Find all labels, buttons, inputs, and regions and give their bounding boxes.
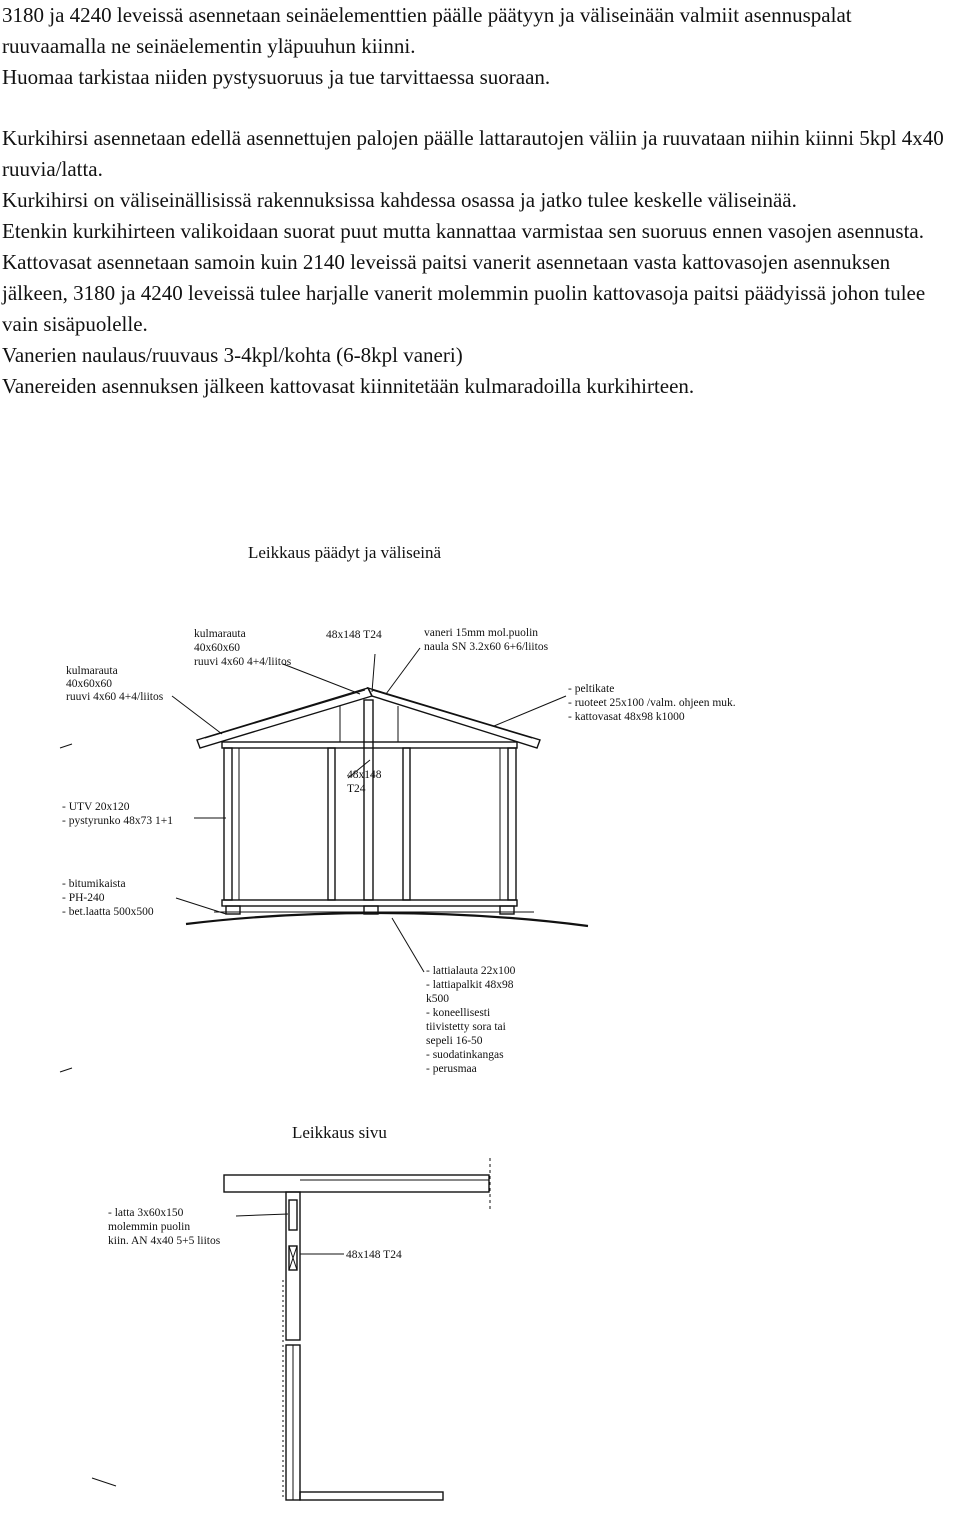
svg-text:- perusmaa: - perusmaa — [426, 1063, 477, 1075]
floor-label — [426, 965, 516, 1075]
svg-text:sepeli 16-50: sepeli 16-50 — [426, 1035, 483, 1047]
diagram-1-title: Leikkaus päädyt ja väliseinä — [248, 543, 442, 562]
paragraph-7: Vanerien naulaus/ruuvaus 3-4kpl/kohta (6-8kpl vaneri) — [2, 343, 463, 367]
svg-text:ruuvi 4x60 4+4/liitos: ruuvi 4x60 4+4/liitos — [66, 691, 164, 703]
svg-text:40x60x60: 40x60x60 — [194, 642, 240, 654]
svg-text:T24: T24 — [347, 783, 366, 795]
top-plate — [222, 742, 517, 748]
svg-text:48x148: 48x148 — [347, 769, 382, 781]
paragraph-3: Kurkihirsi asennetaan edellä asennettujen palojen päälle lattarautojen väliin ja ruuvataan niihin kiinni 5kpl 4x40 ruuvia/latta. — [2, 126, 944, 181]
left-bracket-label — [66, 665, 164, 703]
foundation-label — [62, 878, 154, 918]
svg-text:ruuvi 4x60 4+4/liitos: ruuvi 4x60 4+4/liitos — [194, 656, 292, 668]
batten-label — [108, 1207, 221, 1247]
wall-studs — [224, 700, 516, 900]
svg-text:- lattiapalkit 48x98: - lattiapalkit 48x98 — [426, 979, 514, 991]
paragraph-5: Etenkin kurkihirteen valikoidaan suorat puut mutta kannattaa varmistaa sen suoruus ennen vasojen asennusta. — [2, 219, 924, 243]
svg-text:- peltikate: - peltikate — [568, 683, 615, 695]
svg-text:kiin. AN 4x40 5+5 liitos: kiin. AN 4x40 5+5 liitos — [108, 1235, 221, 1247]
paragraph-4: Kurkihirsi on väliseinällisissä rakennuksissa kahdessa osassa ja jatko tulee keskelle väliseinää. — [2, 188, 797, 212]
section-gable-diagram — [60, 543, 736, 1075]
svg-text:kulmarauta: kulmarauta — [66, 665, 118, 677]
svg-text:- lattialauta 22x100: - lattialauta 22x100 — [426, 965, 516, 977]
paragraph-2: Huomaa tarkistaa niiden pystysuoruus ja tue tarvittaessa suoraan. — [2, 65, 551, 89]
svg-text:tiivistetty sora tai: tiivistetty sora tai — [426, 1021, 506, 1033]
svg-text:naula SN 3.2x60 6+6/liitos: naula SN 3.2x60 6+6/liitos — [424, 641, 549, 653]
leader-line — [236, 1214, 288, 1216]
svg-text:- UTV 20x120: - UTV 20x120 — [62, 801, 130, 813]
paragraph-1: 3180 ja 4240 leveissä asennetaan seinäelementtien päälle päätyyn ja väliseinään valmiit asennuspalat ruuvaamalla ne seinäelementin yläpuuhun kiinni. — [2, 3, 852, 58]
diagram-2-title: Leikkaus sivu — [292, 1123, 387, 1142]
floor-beam — [300, 1492, 443, 1500]
svg-text:40x60x60: 40x60x60 — [66, 678, 112, 690]
ridge-beam-label: 48x148 T24 — [326, 629, 382, 641]
svg-text:molemmin puolin: molemmin puolin — [108, 1221, 191, 1233]
svg-text:k500: k500 — [426, 993, 449, 1005]
wall-label — [62, 801, 173, 827]
paragraph-6: Kattovasat asennetaan samoin kuin 2140 leveissä paitsi vanerit asennetaan vasta kattovasojen asennuksen jälkeen, 3180 ja 4240 leveissä tulee harjalle vanerit molemmin puolin kattovasoja paitsi päädyissä johon tulee vain sisäpuolelle. — [2, 250, 926, 336]
svg-text:- ruoteet 25x100 /valm. ohjeen: - ruoteet 25x100 /valm. ohjeen muk. — [568, 697, 736, 709]
svg-text:- koneellisesti: - koneellisesti — [426, 1007, 491, 1019]
roof-label — [568, 683, 736, 723]
section-side-diagram — [92, 1123, 490, 1500]
floor-structure — [186, 900, 588, 926]
svg-text:vaneri 15mm mol.puolin: vaneri 15mm mol.puolin — [424, 627, 539, 639]
svg-text:- pystyrunko 48x73 1+1: - pystyrunko 48x73 1+1 — [62, 815, 173, 827]
svg-text:- bitumikaista: - bitumikaista — [62, 878, 126, 890]
top-bracket-label — [194, 628, 292, 668]
svg-text:- PH-240: - PH-240 — [62, 892, 105, 904]
roof-rafters — [197, 688, 540, 748]
leader-line — [92, 1478, 116, 1486]
svg-text:kulmarauta: kulmarauta — [194, 628, 246, 640]
beam-label: 48x148 T24 — [346, 1249, 402, 1261]
svg-text:- bet.laatta 500x500: - bet.laatta 500x500 — [62, 906, 154, 918]
paragraph-8: Vanereiden asennuksen jälkeen kattovasat kiinnitetään kulmaradoilla kurkihirteen. — [2, 374, 695, 398]
svg-text:- latta 3x60x150: - latta 3x60x150 — [108, 1207, 184, 1219]
plywood-label — [424, 627, 549, 653]
wall-post — [286, 1192, 300, 1500]
svg-text:- suodatinkangas: - suodatinkangas — [426, 1049, 504, 1061]
roof-beam — [224, 1175, 489, 1192]
svg-text:- kattovasat 48x98 k1000: - kattovasat 48x98 k1000 — [568, 711, 685, 723]
